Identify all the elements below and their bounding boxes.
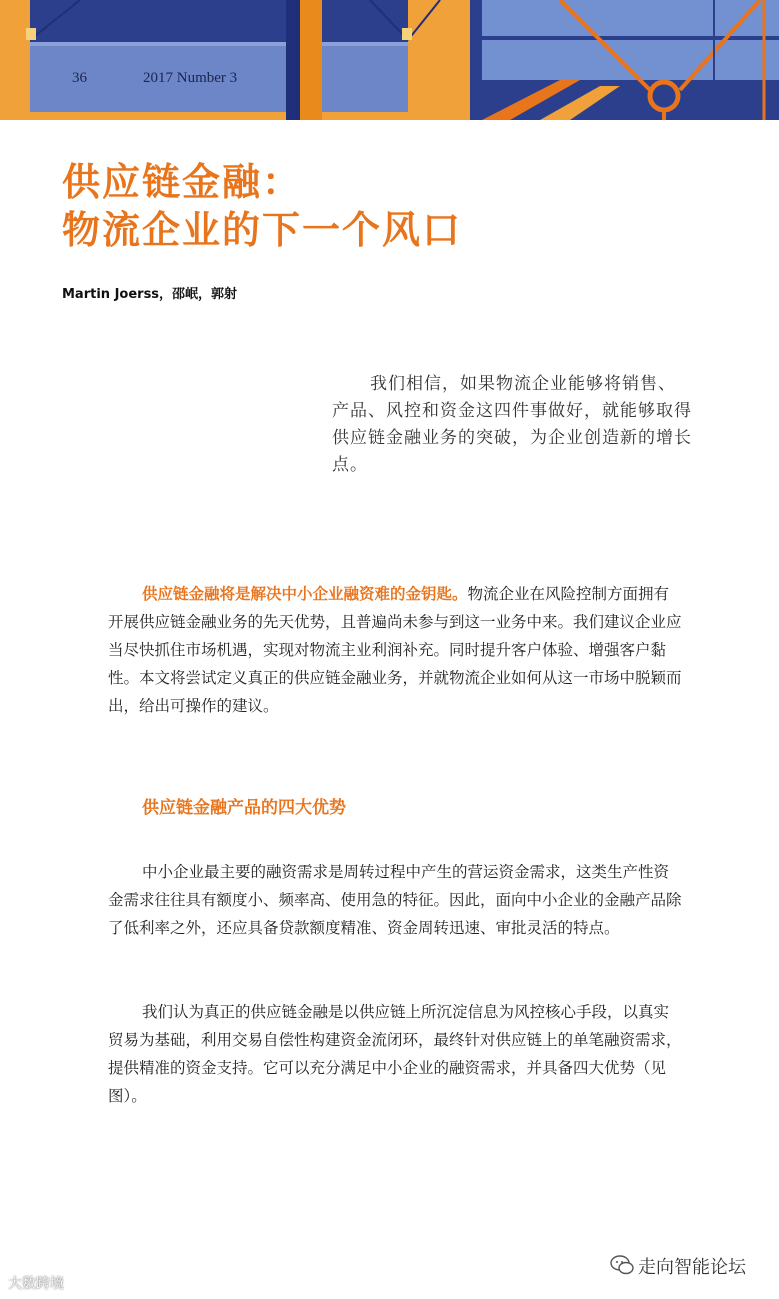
intro-lead: 供应链金融将是解决中小企业融资难的金钥匙。 xyxy=(142,585,468,603)
article-authors: Martin Joerss，邵岷，郭射 xyxy=(62,287,238,302)
section-heading: 供应链金融产品的四大优势 xyxy=(142,798,346,818)
issue-label: 2017 Number 3 xyxy=(143,70,238,86)
pull-quote: 我们相信，如果物流企业能够将销售、产品、风控和资金这四件事做好，就能够取得供应链金融业务的突破，为企业创造新的增长点。 xyxy=(332,374,692,475)
title-line-1: 供应链金融： xyxy=(62,159,303,204)
watermark-forum: 走向智能论坛 xyxy=(638,1257,746,1278)
intro-paragraph xyxy=(108,580,683,720)
page-number: 36 xyxy=(72,70,87,86)
body-paragraph-1: 中小企业最主要的融资需求是周转过程中产生的营运资金需求，这类生产性资金需求往往具有额度小、频率高、使用急的特征。因此，面向中小企业的金融产品除了低利率之外，还应具备贷款额度精准、资金周转迅速、审批灵活的特点。 xyxy=(108,863,682,937)
body-paragraph-2: 我们认为真正的供应链金融是以供应链上所沉淀信息为风控核心手段，以真实贸易为基础，利用交易自偿性构建资金流闭环，最终针对供应链上的单笔融资需求，提供精准的资金支持。它可以充分满足中小企业的融资需求，并具备四大优势（见图）。 xyxy=(108,1003,682,1105)
crane-rigging-graphic xyxy=(0,0,779,120)
wechat-icon xyxy=(610,1254,634,1276)
article-title xyxy=(62,158,462,254)
title-line-2: 物流企业的下一个风口 xyxy=(62,207,463,252)
watermark-source: 大数跨境 xyxy=(8,1276,64,1292)
intro-text: 物流企业在风险控制方面拥有开展供应链金融业务的先天优势，且普遍尚未参与到这一业务中来。我们建议企业应当尽快抓住市场机遇，实现对物流主业利润补充。同时提升客户体验、增强客户黏性。本文将尝试定义真正的供应链金融业务，并就物流企业如何从这一市场中脱颖而出，给出可操作的建议。 xyxy=(108,585,682,715)
header-illustration xyxy=(0,0,779,120)
